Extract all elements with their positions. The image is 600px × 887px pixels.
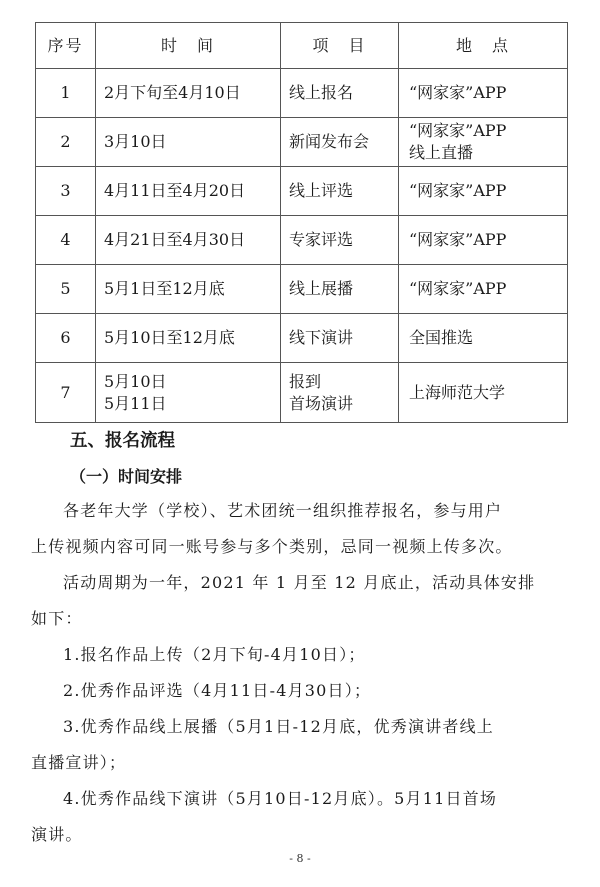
table-row bbox=[36, 265, 568, 314]
row-num: 7 bbox=[36, 363, 96, 423]
row-place: “网家家”APP bbox=[399, 216, 568, 265]
row-place-line: 线上直播 bbox=[409, 143, 474, 162]
paragraph-2 bbox=[31, 565, 571, 637]
row-num: 1 bbox=[36, 69, 96, 118]
section-heading: 五、报名流程 bbox=[70, 431, 175, 451]
row-time: 4月21日至4月30日 bbox=[96, 216, 281, 265]
row-time: 4月11日至4月20日 bbox=[96, 167, 281, 216]
row-item bbox=[281, 363, 399, 423]
paragraph-line: 如下： bbox=[31, 609, 83, 628]
page-number: - 8 - bbox=[289, 852, 311, 865]
paragraph-line: 各老年大学（学校）、艺术团统一组织推荐报名，参与用户 bbox=[63, 501, 503, 520]
schedule-list bbox=[31, 637, 571, 853]
row-item: 专家评选 bbox=[281, 216, 399, 265]
paragraph-line: 活动周期为一年，2021 年 1 月至 12 月底止，活动具体安排 bbox=[63, 573, 536, 592]
schedule-table bbox=[35, 22, 568, 423]
list-item: 3.优秀作品线上展播（5月1日-12月底，优秀演讲者线上 bbox=[63, 717, 494, 736]
row-time: 2月下旬至4月10日 bbox=[96, 69, 281, 118]
row-time: 5月1日至12月底 bbox=[96, 265, 281, 314]
row-item: 线上展播 bbox=[281, 265, 399, 314]
section-subheading: （一）时间安排 bbox=[70, 467, 183, 486]
row-num: 4 bbox=[36, 216, 96, 265]
table-row bbox=[36, 167, 568, 216]
table-row bbox=[36, 363, 568, 423]
row-item: 线上报名 bbox=[281, 69, 399, 118]
row-time-line: 5月11日 bbox=[104, 393, 167, 413]
row-item: 线下演讲 bbox=[281, 314, 399, 363]
row-place bbox=[399, 118, 568, 167]
table-row bbox=[36, 216, 568, 265]
table-row bbox=[36, 118, 568, 167]
row-num: 3 bbox=[36, 167, 96, 216]
row-item: 新闻发布会 bbox=[281, 118, 399, 167]
row-place: 全国推选 bbox=[399, 314, 568, 363]
row-place: “网家家”APP bbox=[399, 265, 568, 314]
row-num: 2 bbox=[36, 118, 96, 167]
row-place: “网家家”APP bbox=[399, 167, 568, 216]
list-item-continuation: 演讲。 bbox=[31, 825, 83, 844]
table-header-row bbox=[36, 23, 568, 69]
row-time-line: 5月10日 bbox=[104, 371, 167, 391]
row-num: 5 bbox=[36, 265, 96, 314]
table-row bbox=[36, 69, 568, 118]
row-num: 6 bbox=[36, 314, 96, 363]
row-item-line: 首场演讲 bbox=[289, 393, 354, 413]
row-time bbox=[96, 363, 281, 423]
header-item: 项 目 bbox=[281, 23, 399, 69]
row-place: “网家家”APP bbox=[399, 69, 568, 118]
list-item: 4.优秀作品线下演讲（5月10日-12月底）。5月11日首场 bbox=[63, 789, 498, 808]
list-item-continuation: 直播宣讲）； bbox=[31, 753, 127, 772]
row-place: 上海师范大学 bbox=[399, 363, 568, 423]
row-item: 线上评选 bbox=[281, 167, 399, 216]
header-place: 地 点 bbox=[399, 23, 568, 69]
table-row bbox=[36, 314, 568, 363]
row-time: 3月10日 bbox=[96, 118, 281, 167]
row-item-line: 报到 bbox=[289, 371, 322, 391]
list-item: 2.优秀作品评选（4月11日-4月30日）； bbox=[63, 681, 372, 700]
header-num: 序号 bbox=[36, 23, 96, 69]
list-item: 1.报名作品上传（2月下旬-4月10日）； bbox=[63, 645, 366, 664]
paragraph-1 bbox=[31, 493, 571, 565]
row-time: 5月10日至12月底 bbox=[96, 314, 281, 363]
row-place-line: “网家家”APP bbox=[409, 121, 507, 140]
header-time: 时 间 bbox=[96, 23, 281, 69]
paragraph-line: 上传视频内容可同一账号参与多个类别，忌同一视频上传多次。 bbox=[31, 537, 513, 556]
